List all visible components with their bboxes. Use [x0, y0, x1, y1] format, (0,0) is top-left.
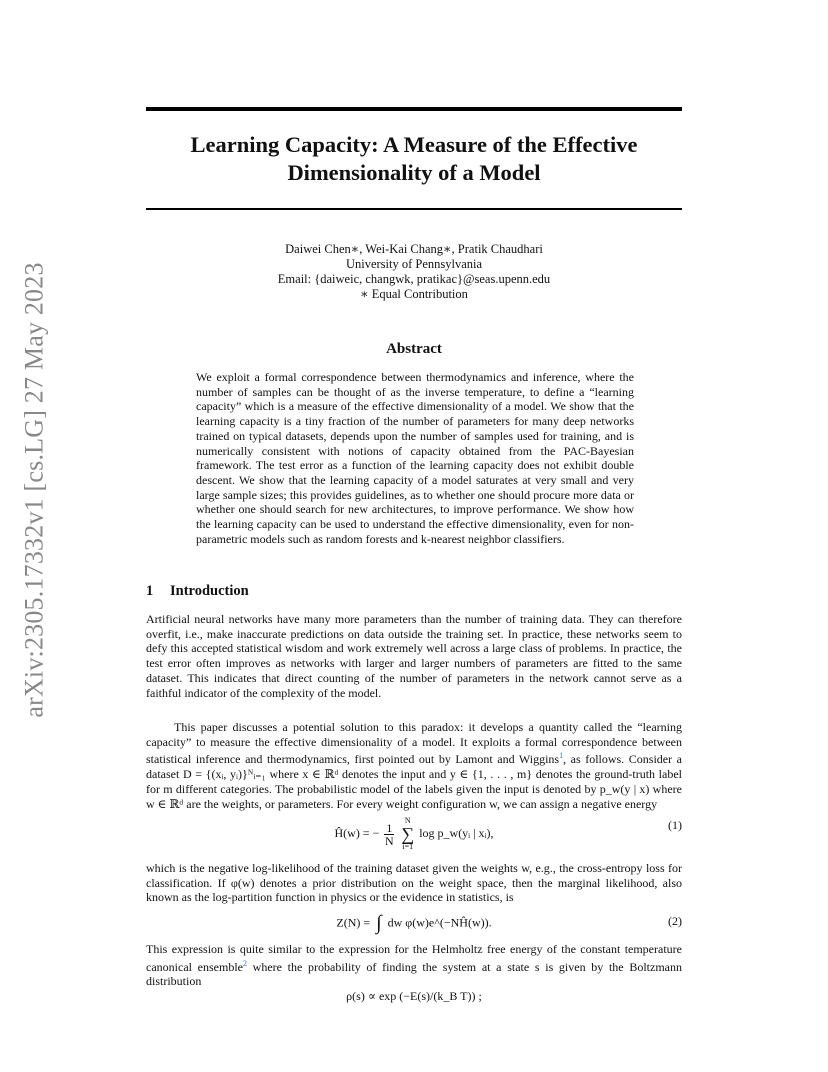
- eq1-fraction: [384, 822, 394, 847]
- title-line-2: Dimensionality of a Model: [287, 160, 541, 185]
- paragraph-4-text-b: where the probability of finding the system at a state s is given by the Boltzmann distribution: [146, 959, 682, 989]
- intro-paragraph-2: [146, 720, 682, 811]
- eq2-number: (2): [668, 914, 682, 928]
- integral-sign-icon: ∫: [376, 912, 382, 934]
- title-bottom-rule: [146, 208, 682, 210]
- intro-paragraph-3: which is the negative log-likelihood of the training dataset given the weights w, e.g., the cross-entropy loss for classification. If φ(w) denotes a prior distribution on the weight space, then the marginal likelihood, also known as the log-partition function in physics or the evidence in statistics, is: [146, 861, 682, 905]
- paragraph-2-text-b: , as follows. Consider a dataset D = {(xᵢ, yᵢ)}ᴺᵢ₌₁ where x ∈ ℝᵈ denotes the input and y ∈ {1, . . . , m} denotes the ground-truth label for m different categories. The probabilistic model of the labels given the input is denoted by p_w(y | x) where w ∈ ℝᵈ are the weights, or parameters. For every weight configuration w, we can assign a negative energy: [146, 752, 682, 811]
- equation-3: [146, 985, 682, 1015]
- author-names: Daiwei Chen∗, Wei-Kai Chang∗, Pratik Chaudhari: [285, 242, 543, 256]
- eq1-sum-lower: i=1: [402, 842, 414, 851]
- section-heading: [146, 583, 682, 600]
- arxiv-stamp-text: arXiv:2305.17332v1 [cs.LG] 27 May 2023: [20, 262, 50, 718]
- equation-1: [146, 812, 682, 852]
- author-email: Email: {daiweic, changwk, pratikac}@seas.upenn.edu: [277, 272, 551, 286]
- arxiv-stamp: [7, 262, 63, 718]
- abstract-heading: Abstract: [386, 341, 442, 357]
- section-number: 1: [146, 583, 154, 599]
- eq1-sum-upper: N: [404, 816, 411, 825]
- eq1-frac-numerator: 1: [386, 820, 393, 835]
- abstract-text: We exploit a formal correspondence between thermodynamics and inference, where the number of samples can be thought of as the inverse temperature, to define a “learning capacity” which is a measure of the effective dimensionality of a model. We show that the learning capacity is a tiny fraction of the number of parameters for many deep networks trained on typical datasets, depends upon the number of samples used for training, and is numerically consistent with notions of capacity obtained from the PAC-Bayesian framework. The test error as a function of the learning capacity does not exhibit double descent. We show that the learning capacity of a model saturates at very small and very large sample sizes; this provides guidelines, as to whether one should procure more data or whether one should search for new architectures, to improve performance. We show how the learning capacity can be used to understand the effective dimensionality, even for non-parametric models such as random forests and k-nearest neighbor classifiers.: [196, 370, 634, 546]
- eq1-rhs: log p_w(yᵢ | xᵢ),: [419, 825, 494, 840]
- intro-paragraph-1: Artificial neural networks have many more parameters than the number of training data. They can therefore overfit, i.e., make inaccurate predictions on data outside the training set. In practice, these networks seem to defy this accepted statistical wisdom and work extremely well across a large class of problems. In practice, the test error often improves as networks with larger and larger numbers of parameters are fitted to the same dataset. This indicates that direct counting of the number of parameters in the network cannot serve as a faithful indicator of the complexity of the model.: [146, 612, 682, 700]
- citation-link-1[interactable]: 1: [559, 751, 564, 761]
- eq1-number: (1): [668, 818, 682, 832]
- equation-2: [146, 908, 682, 938]
- eq2-lhs: Z(N) =: [336, 915, 371, 930]
- eq1-summation: [401, 816, 414, 852]
- section-title: Introduction: [170, 583, 249, 599]
- eq1-lhs: Ĥ(w) = −: [334, 825, 380, 840]
- equal-contribution-note: ∗ Equal Contribution: [360, 287, 468, 301]
- eq3-text: ρ(s) ∝ exp (−E(s)/(k_B T)) ;: [346, 989, 482, 1003]
- paragraph-4-text-a: This expression is quite similar to the expression for the Helmholtz free energy of the constant temperature canonical ensemble: [146, 942, 682, 974]
- citation-link-2[interactable]: 2: [242, 958, 247, 968]
- summation-sign-icon: ∑: [401, 824, 415, 844]
- title-top-rule: [146, 107, 682, 111]
- eq1-frac-denominator: N: [385, 833, 394, 848]
- title-line-1: Learning Capacity: A Measure of the Effective: [190, 132, 638, 157]
- paragraph-2-text-a: This paper discusses a potential solution to this paradox: it develops a quantity called the “learning capacity” to measure the effective dimensionality of a model. It exploits a formal correspondence between statistical inference and thermodynamics, first pointed out by Lamont and Wiggins: [146, 720, 682, 767]
- eq2-rhs: dw φ(w)e^(−NĤ(w)).: [387, 915, 492, 930]
- author-affiliation: University of Pennsylvania: [345, 257, 483, 271]
- intro-paragraph-4: [146, 942, 682, 989]
- author-block: [146, 242, 682, 302]
- paper-title: [146, 131, 682, 187]
